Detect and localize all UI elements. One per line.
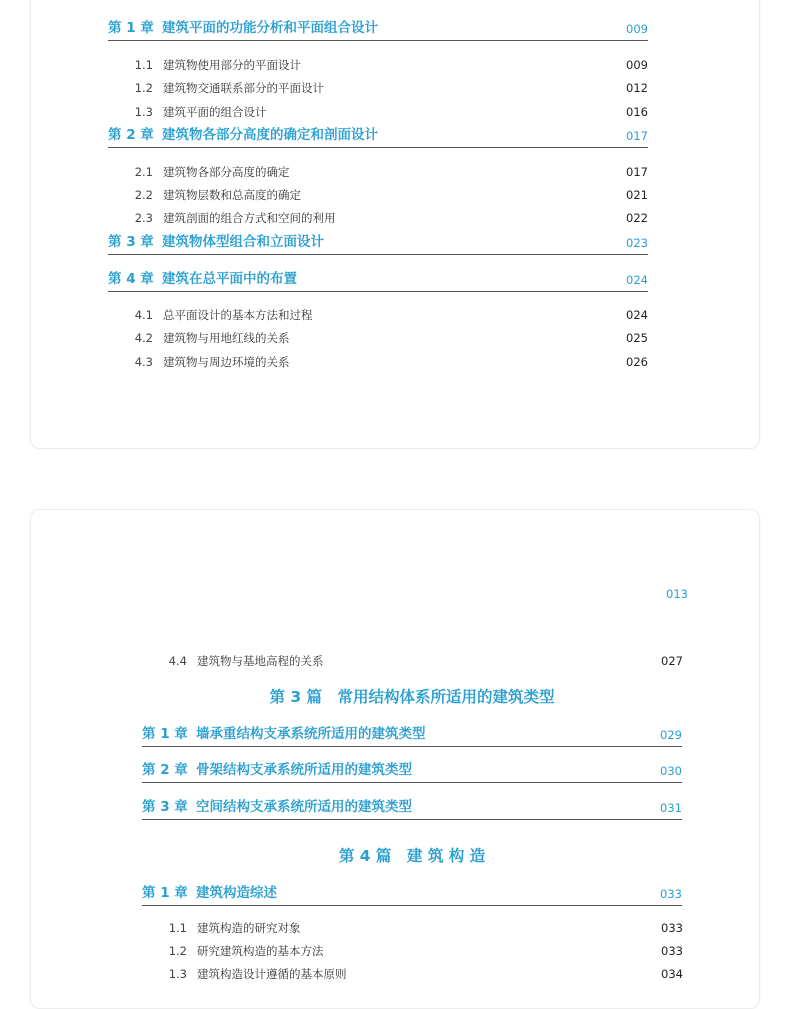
section-title: 建筑物层数和总高度的确定 xyxy=(163,188,301,202)
toc-section[interactable] xyxy=(156,942,683,960)
toc-chapter-4[interactable] xyxy=(108,269,648,292)
toc-chapter-3[interactable] xyxy=(108,232,648,255)
section-title: 总平面设计的基本方法和过程 xyxy=(163,308,313,322)
section-number: 1.2 xyxy=(134,81,153,95)
section-number: 2.1 xyxy=(134,165,153,179)
section-title: 建筑剖面的组合方式和空间的利用 xyxy=(163,211,336,225)
section-title: 建筑物各部分高度的确定 xyxy=(163,165,290,179)
section-number: 4.3 xyxy=(134,355,153,369)
chapter-page: 017 xyxy=(626,129,648,143)
toc-part3-chapter-1[interactable] xyxy=(142,724,682,747)
toc-section[interactable] xyxy=(122,209,648,227)
section-number: 2.3 xyxy=(134,211,153,225)
section-page: 026 xyxy=(626,355,648,369)
section-page: 017 xyxy=(626,165,648,179)
section-title: 建筑物交通联系部分的平面设计 xyxy=(163,81,324,95)
section-page: 021 xyxy=(626,188,648,202)
section-title: 建筑构造设计遵循的基本原则 xyxy=(197,967,347,981)
part-3-title[interactable]: 第 3 篇 常用结构体系所适用的建筑类型 xyxy=(269,688,555,706)
chapter-number: 第 1 章 xyxy=(108,20,154,36)
section-page: 025 xyxy=(626,331,648,345)
section-title: 建筑物使用部分的平面设计 xyxy=(163,58,301,72)
chapter-page: 031 xyxy=(660,801,682,815)
section-page: 016 xyxy=(626,105,648,119)
toc-section[interactable] xyxy=(122,353,648,371)
toc-section[interactable] xyxy=(122,163,648,181)
toc-section[interactable] xyxy=(122,79,648,97)
section-page: 027 xyxy=(661,654,683,668)
section-title: 研究建筑构造的基本方法 xyxy=(197,944,324,958)
page-number: 013 xyxy=(666,587,688,601)
toc-part4-chapter-1[interactable] xyxy=(142,883,682,906)
chapter-title: 墙承重结构支承系统所适用的建筑类型 xyxy=(196,726,426,742)
chapter-number: 第 1 章 xyxy=(142,885,188,901)
chapter-page: 023 xyxy=(626,236,648,250)
chapter-number: 第 2 章 xyxy=(142,762,188,778)
section-number: 2.2 xyxy=(134,188,153,202)
section-page: 009 xyxy=(626,58,648,72)
section-title: 建筑构造的研究对象 xyxy=(197,921,301,935)
chapter-number: 第 2 章 xyxy=(108,127,154,143)
toc-part3-chapter-3[interactable] xyxy=(142,797,682,820)
chapter-title: 建筑在总平面中的布置 xyxy=(162,271,297,287)
toc-section[interactable] xyxy=(122,56,648,74)
chapter-number: 第 3 章 xyxy=(142,799,188,815)
section-page: 033 xyxy=(661,921,683,935)
section-title: 建筑物与基地高程的关系 xyxy=(197,654,324,668)
chapter-page: 024 xyxy=(626,273,648,287)
toc-section[interactable] xyxy=(156,919,683,937)
toc-chapter-1[interactable] xyxy=(108,18,648,41)
part-4-title[interactable]: 第 4 篇 建 筑 构 造 xyxy=(338,847,486,865)
chapter-title: 骨架结构支承系统所适用的建筑类型 xyxy=(196,762,412,778)
section-number: 1.3 xyxy=(168,967,187,981)
chapter-number: 第 4 章 xyxy=(108,271,154,287)
chapter-page: 009 xyxy=(626,22,648,36)
toc-section[interactable] xyxy=(122,103,648,121)
chapter-page: 033 xyxy=(660,887,682,901)
chapter-title: 建筑物体型组合和立面设计 xyxy=(162,234,324,250)
toc-section[interactable] xyxy=(122,329,648,347)
section-page: 033 xyxy=(661,944,683,958)
chapter-number: 第 1 章 xyxy=(142,726,188,742)
chapter-number: 第 3 章 xyxy=(108,234,154,250)
chapter-title: 建筑物各部分高度的确定和剖面设计 xyxy=(162,127,378,143)
section-number: 1.1 xyxy=(134,58,153,72)
toc-chapter-2[interactable] xyxy=(108,125,648,148)
section-number: 1.2 xyxy=(168,944,187,958)
section-number: 4.2 xyxy=(134,331,153,345)
chapter-title: 建筑平面的功能分析和平面组合设计 xyxy=(162,20,378,36)
toc-section[interactable] xyxy=(156,965,683,983)
section-page: 034 xyxy=(661,967,683,981)
section-page: 024 xyxy=(626,308,648,322)
toc-section[interactable] xyxy=(156,652,683,670)
section-title: 建筑平面的组合设计 xyxy=(163,105,267,119)
section-number: 1.3 xyxy=(134,105,153,119)
chapter-title: 空间结构支承系统所适用的建筑类型 xyxy=(196,799,412,815)
chapter-page: 029 xyxy=(660,728,682,742)
section-title: 建筑物与用地红线的关系 xyxy=(163,331,290,345)
section-title: 建筑物与周边环境的关系 xyxy=(163,355,290,369)
section-number: 4.4 xyxy=(168,654,187,668)
chapter-title: 建筑构造综述 xyxy=(196,885,277,901)
section-number: 1.1 xyxy=(168,921,187,935)
toc-section[interactable] xyxy=(122,186,648,204)
section-page: 022 xyxy=(626,211,648,225)
chapter-page: 030 xyxy=(660,764,682,778)
section-page: 012 xyxy=(626,81,648,95)
toc-part3-chapter-2[interactable] xyxy=(142,760,682,783)
section-number: 4.1 xyxy=(134,308,153,322)
toc-section[interactable] xyxy=(122,306,648,324)
